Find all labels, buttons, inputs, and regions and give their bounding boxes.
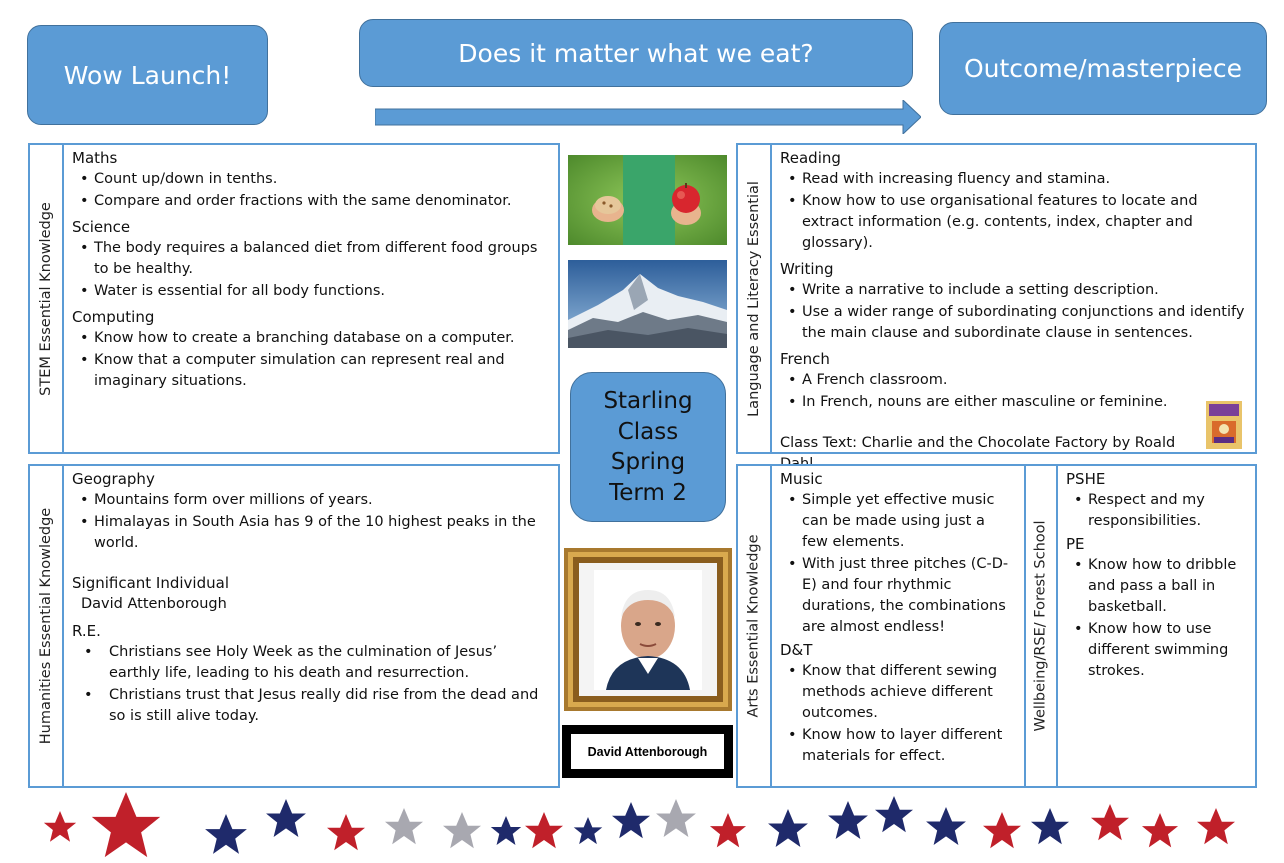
timeline-arrow-icon [375, 100, 921, 134]
class-text-label: Class Text [780, 435, 853, 451]
re-list [72, 642, 550, 727]
term-line-2: Term 2 [609, 479, 687, 506]
dt-title: D&T [780, 641, 813, 659]
stem-content [64, 145, 558, 452]
stars-border-icon [28, 788, 1268, 863]
list-item: • Know how to create a branching database on a computer. [72, 328, 550, 349]
geography-list [72, 490, 550, 554]
geography-title: Geography [72, 470, 155, 488]
arts-heading-strip [738, 466, 772, 786]
portrait-photo [564, 548, 732, 711]
term-line-1: Spring [610, 449, 686, 475]
class-term-box [570, 372, 726, 522]
mountain-photo [568, 260, 727, 348]
list-item: • Christians see Holy Week as the culmination of Jesus’ earthly life, leading to his death and resurrection. [72, 642, 550, 684]
literacy-content [772, 145, 1255, 452]
humanities-heading: Humanities Essential Knowledge [38, 507, 55, 745]
computing-title: Computing [72, 308, 155, 326]
outcome-box [939, 22, 1267, 115]
pshe-title: PSHE [1066, 470, 1106, 488]
outcome-label: Outcome/masterpiece [963, 54, 1242, 83]
arts-panel [736, 464, 1257, 788]
portrait-caption: David Attenborough [571, 734, 724, 769]
portrait-caption-box [562, 725, 733, 778]
literacy-panel [736, 143, 1257, 454]
topic-question: Does it matter what we eat? [458, 38, 814, 68]
reading-title: Reading [780, 149, 841, 167]
food-photo [568, 155, 727, 245]
wellbeing-content [1058, 466, 1255, 786]
list-item: • Use a wider range of subordinating conjunctions and identify the main clause and subordinate clause in sentences. [780, 302, 1247, 344]
stem-panel [28, 143, 560, 454]
arts-content [772, 466, 1023, 786]
list-item: • Compare and order fractions with the same denominator. [72, 191, 550, 212]
arts-heading: Arts Essential Knowledge [746, 534, 762, 718]
list-item: • Christians trust that Jesus really did rise from the dead and so is still alive today. [72, 685, 550, 727]
topic-question-box [359, 19, 913, 87]
wellbeing-heading-strip [1024, 466, 1058, 786]
stem-heading-strip [30, 145, 64, 452]
wellbeing-heading: Wellbeing/RSE/ Forest School [1033, 520, 1049, 732]
re-title: R.E. [72, 622, 101, 640]
list-item: • Know how to dribble and pass a ball in basketball. [1066, 555, 1247, 618]
writing-list [780, 280, 1247, 344]
writing-title: Writing [780, 260, 834, 278]
pe-list [1066, 555, 1247, 682]
pshe-list [1066, 490, 1247, 532]
list-item: • With just three pitches (C-D-E) and four rhythmic durations, the combinations are almost endless! [780, 554, 1015, 638]
list-item: • Water is essential for all body functions. [72, 281, 550, 302]
individual-title: Significant Individual [72, 574, 229, 592]
class-name-line-1: Starling [603, 388, 693, 414]
list-item: • Read with increasing fluency and stamina. [780, 169, 1247, 190]
list-item: • Know how to layer different materials for effect. [780, 725, 1015, 767]
dt-list [780, 661, 1015, 767]
humanities-content [64, 466, 558, 786]
literacy-heading-strip [738, 145, 772, 452]
book-cover-icon [1206, 401, 1242, 449]
list-item: • Know that different sewing methods achieve different outcomes. [780, 661, 1015, 724]
individual-name: David Attenborough [81, 596, 227, 612]
list-item: • Himalayas in South Asia has 9 of the 10 highest peaks in the world. [72, 512, 550, 554]
list-item: • Mountains form over millions of years. [72, 490, 550, 511]
wow-launch-label: Wow Launch! [63, 60, 232, 90]
maths-list [72, 169, 550, 212]
list-item: • Know that a computer simulation can represent real and imaginary situations. [72, 350, 550, 392]
science-list [72, 238, 550, 302]
class-text-value: : Charlie and the Chocolate Factory by Roald [852, 435, 1176, 451]
humanities-heading-strip [30, 466, 64, 786]
list-item: • Respect and my responsibilities. [1066, 490, 1247, 532]
computing-list [72, 328, 550, 392]
list-item: • Write a narrative to include a setting description. [780, 280, 1247, 301]
pe-title: PE [1066, 535, 1085, 553]
science-title: Science [72, 218, 131, 236]
humanities-panel [28, 464, 560, 788]
list-item: • Count up/down in tenths. [72, 169, 550, 190]
list-item: • In French, nouns are either masculine or feminine. [780, 392, 1247, 413]
list-item: • Know how to use organisational features to locate and extract information (e.g. contents, index, chapter and glossary). [780, 191, 1247, 254]
french-title: French [780, 350, 830, 368]
reading-list [780, 169, 1247, 254]
stem-heading: STEM Essential Knowledge [38, 201, 55, 396]
literacy-heading: Language and Literacy Essential [746, 180, 763, 417]
maths-title: Maths [72, 149, 118, 167]
class-name-line-2: Class [617, 418, 679, 445]
list-item: • Simple yet effective music can be made using just a few elements. [780, 490, 1015, 553]
french-list [780, 370, 1247, 413]
music-title: Music [780, 470, 823, 488]
list-item: • The body requires a balanced diet from different food groups to be healthy. [72, 238, 550, 280]
list-item: • A French classroom. [780, 370, 1247, 391]
wow-launch-box [27, 25, 268, 125]
list-item: • Know how to use different swimming strokes. [1066, 619, 1247, 682]
music-list [780, 490, 1015, 638]
